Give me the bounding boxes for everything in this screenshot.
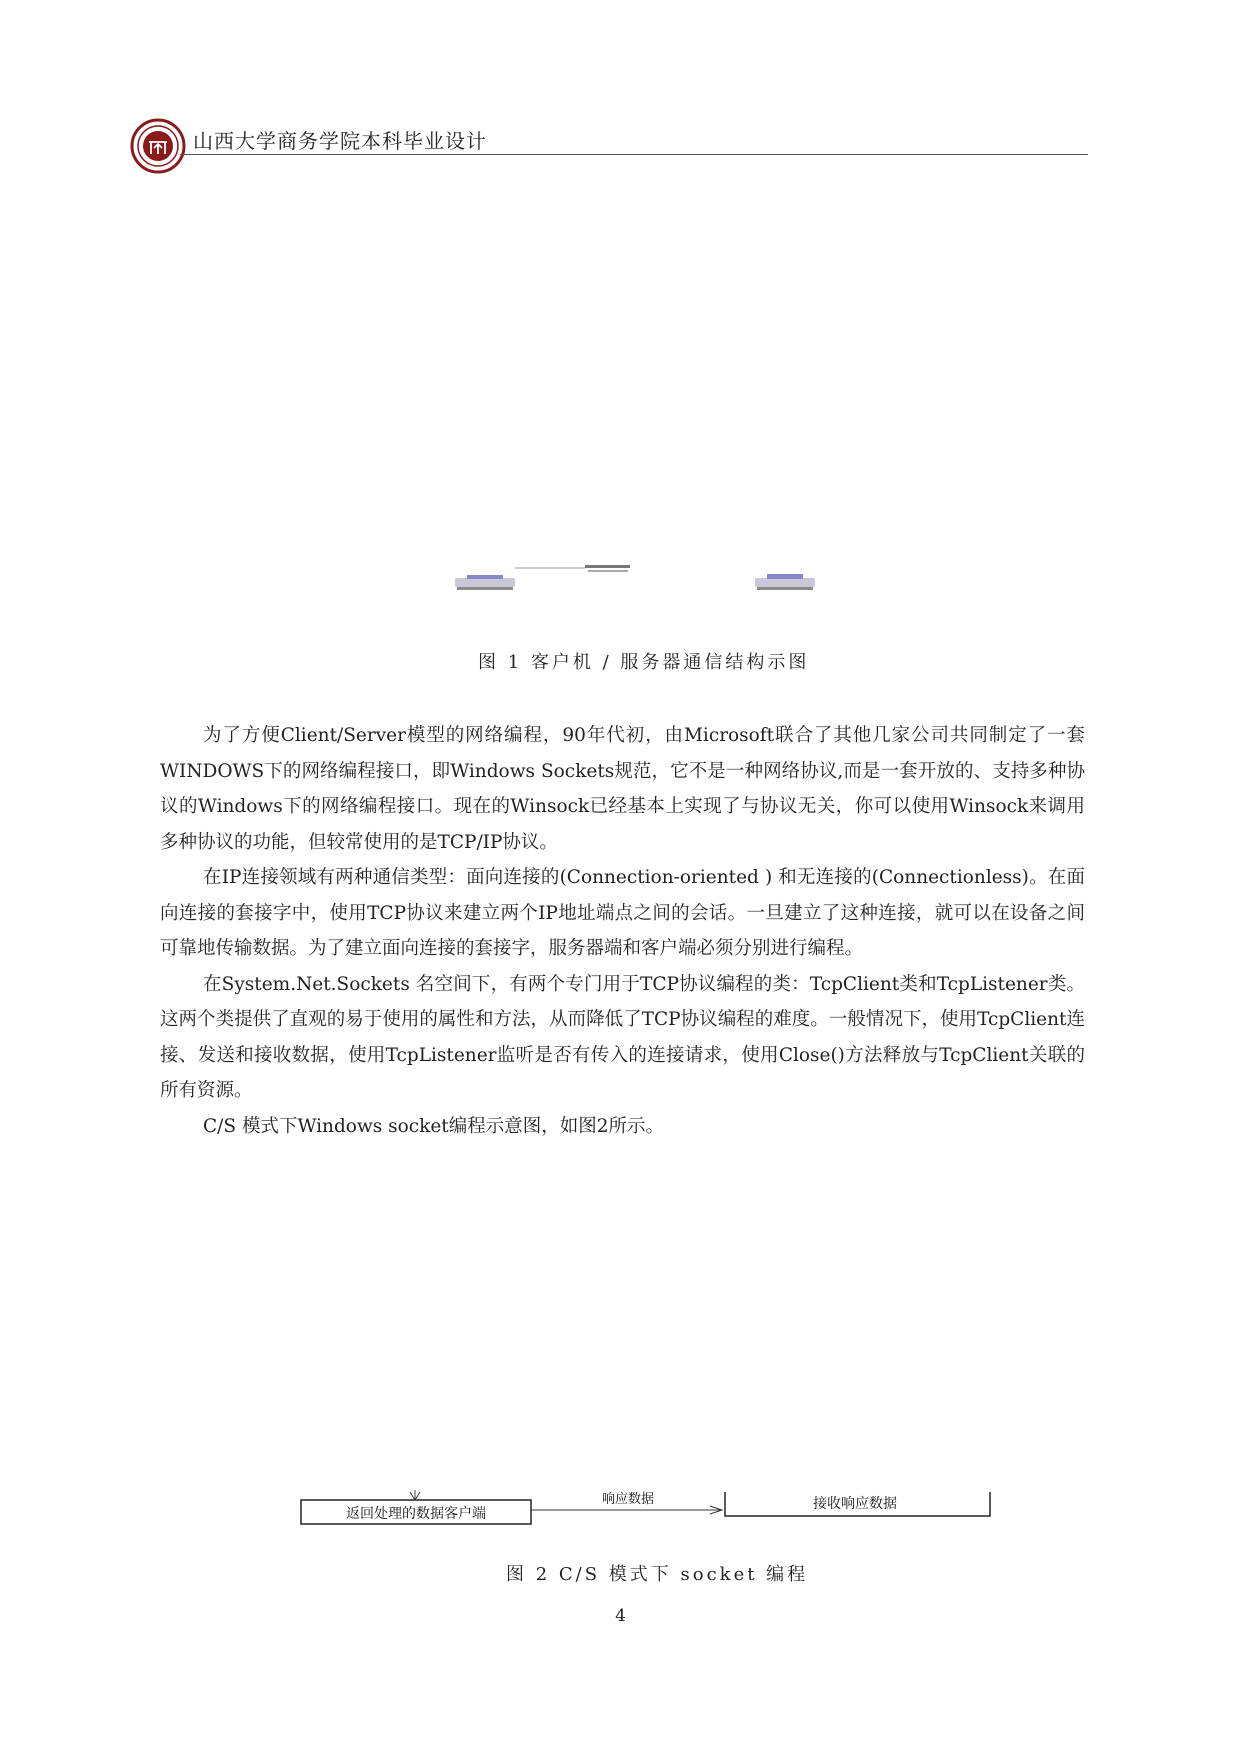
right-process-label: 接收响应数据 [813, 1496, 897, 1512]
paragraph-2: 在IP连接领域有两种通信类型：面向连接的(Connection-oriented ) 和无连接的(Connectionless)。在面向连接的套接字中，使用TCP协议来建立两个IP地址端点之间的会话。一旦建立了这种连接，就可以在设备之间可靠地传输数据。为了建立面向连接的套接字，服务器端和客户端必须分别进行编程。 [160, 867, 1085, 959]
figure-2-socket-diagram [300, 1490, 1000, 1538]
page-number: 4 [615, 1606, 626, 1626]
header-title: 山西大学商务学院本科毕业设计 [193, 129, 487, 153]
figure-1-caption: 图 1 客户机 / 服务器通信结构示图 [478, 652, 810, 673]
header-divider [180, 154, 1088, 155]
paragraph-1: 为了方便Client/Server模型的网络编程，90年代初，由Microsoft联合了其他几家公司共同制定了一套WINDOWS下的网络编程接口，即Windows Sockets规范，它不是一种网络协议,而是一套开放的、支持多种协议的Windows下的网络编程接口。现在的Winsock已经基本上实现了与协议无关，你可以使用Winsock来调用多种协议的功能，但较常使用的是TCP/IP协议。 [160, 725, 1085, 853]
university-seal-logo [130, 118, 186, 174]
body-text [160, 718, 1085, 1144]
paragraph-4: C/S 模式下Windows socket编程示意图，如图2所示。 [203, 1115, 665, 1137]
figure-2-caption: 图 2 C/S 模式下 socket 编程 [506, 1564, 809, 1585]
page-header [130, 118, 1088, 178]
response-arrow-label: 响应数据 [601, 1492, 655, 1507]
figure-1-client-server-diagram [455, 562, 845, 602]
left-process-label: 返回处理的数据客户端 [346, 1506, 486, 1522]
network-hub-icon [585, 565, 630, 572]
client-computer-icon [455, 575, 515, 590]
paragraph-3: 在System.Net.Sockets 名空间下，有两个专门用于TCP协议编程的类：TcpClient类和TcpListener类。这两个类提供了直观的易于使用的属性和方法，从而降低了TCP协议编程的难度。一般情况下，使用TcpClient连接、发送和接收数据，使用TcpListener监听是否有传入的连接请求，使用Close()方法释放与TcpClient关联的所有资源。 [160, 973, 1085, 1101]
server-computer-icon [755, 574, 815, 590]
